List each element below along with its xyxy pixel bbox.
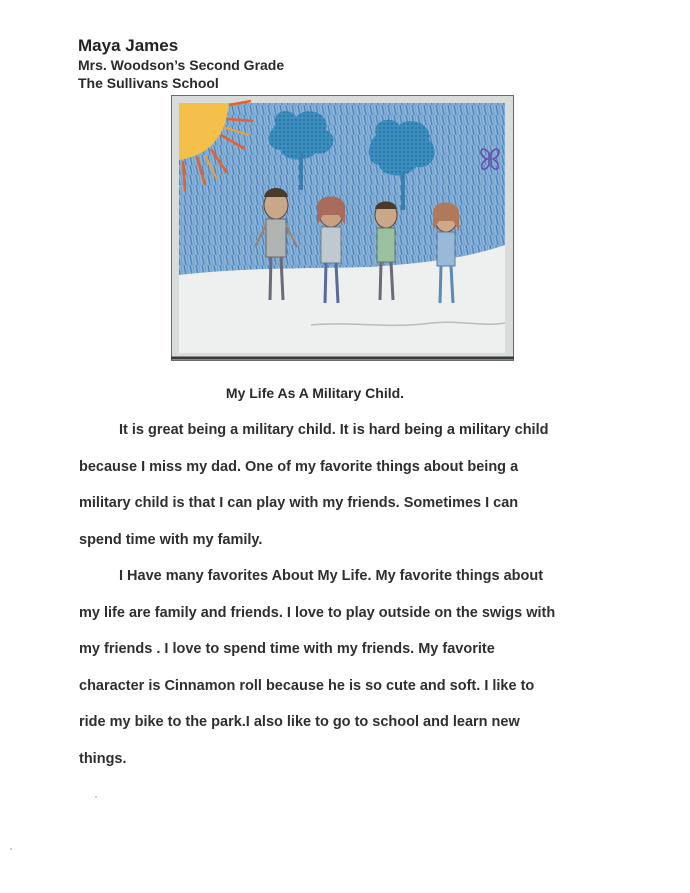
paragraph-line: things. (79, 750, 127, 767)
essay-title: My Life As A Military Child. (225, 385, 405, 401)
page-header (78, 36, 284, 92)
school-name: The Sullivans School (78, 75, 219, 91)
paragraph-line: my friends . I love to spend time with my friends. My favorite (79, 641, 495, 657)
student-name: Maya James (78, 36, 179, 55)
paragraph-line: ride my bike to the park.I also like to go to school and learn new (79, 714, 520, 730)
paragraph-line: character is Cinnamon roll because he is so cute and soft. I like to (79, 677, 535, 694)
paragraph-line: military child is that I can play with my friends. Sometimes I can (79, 495, 519, 511)
crayon-drawing-image (171, 95, 514, 361)
essay-paragraph-2 (79, 566, 599, 785)
paragraph-line: because I miss my dad. One of my favorite things about being a (79, 458, 519, 475)
scan-speck (95, 796, 97, 798)
paragraph-line: spend time with my family. (79, 531, 263, 548)
paragraph-line: I Have many favorites About My Life. My favorite things about (119, 568, 544, 584)
teacher-grade: Mrs. Woodson’s Second Grade (78, 57, 285, 73)
scan-speck (10, 848, 12, 850)
essay-paragraph-1 (79, 420, 599, 566)
paragraph-line: my life are family and friends. I love to play outside on the swigs with (79, 604, 556, 621)
paragraph-line: It is great being a military child. It is hard being a military child (119, 422, 549, 438)
